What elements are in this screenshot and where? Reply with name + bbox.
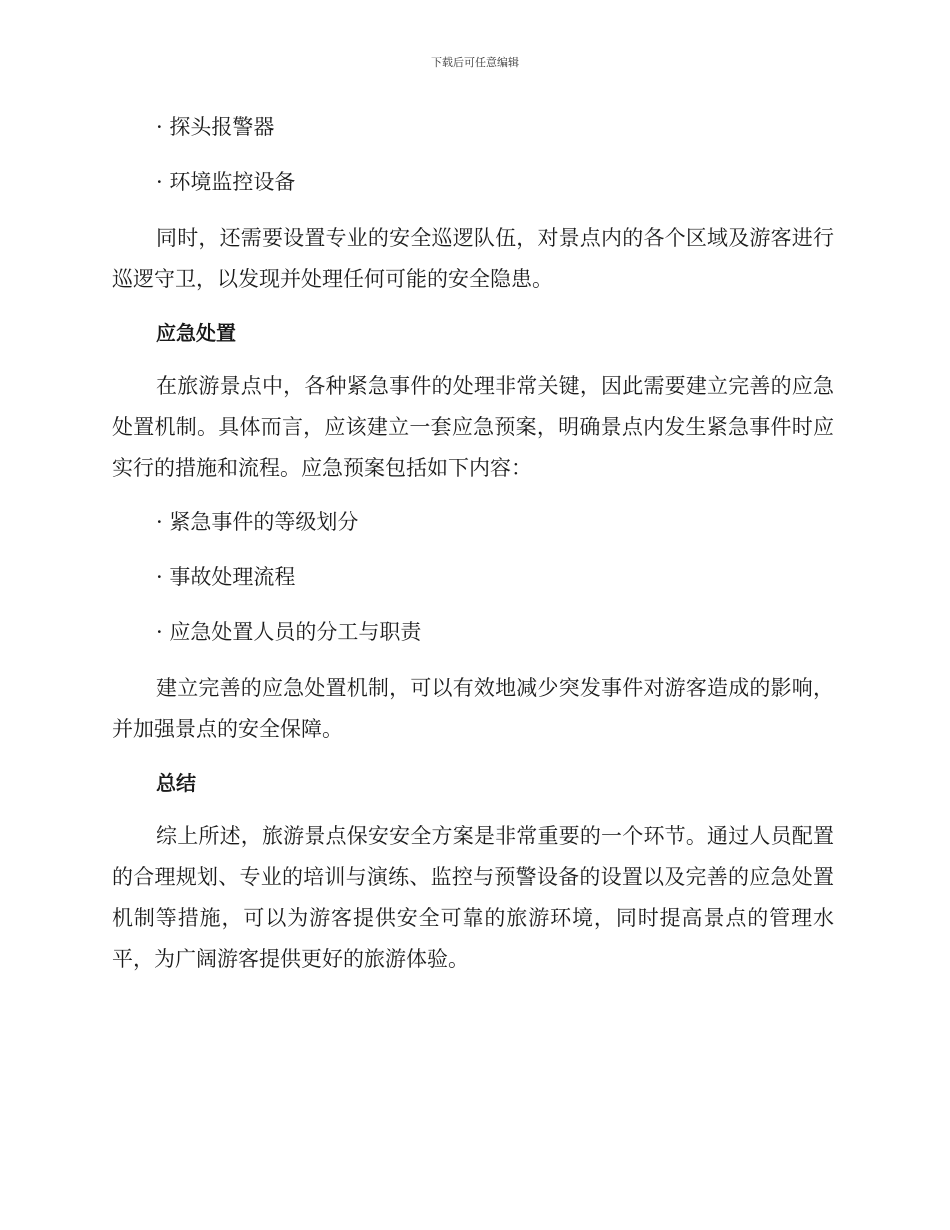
- document-body: [112, 108, 834, 994]
- paragraph-mechanism: 建立完善的应急处置机制，可以有效地减少突发事件对游客造成的影响，并加强景点的安全保障。: [112, 676, 834, 741]
- list-item-environment-monitor: · 环境监控设备: [156, 170, 296, 194]
- paragraph-patrol: 同时，还需要设置专业的安全巡逻队伍，对景点内的各个区域及游客进行巡逻守卫，以发现并处理任何可能的安全隐患。: [112, 226, 834, 291]
- paragraph-summary: 综上所述，旅游景点保安安全方案是非常重要的一个环节。通过人员配置的合理规划、专业的培训与演练、监控与预警设备的设置以及完善的应急处置机制等措施，可以为游客提供安全可靠的旅游环境，同时提高景点的管理水平，为广阔游客提供更好的旅游体验。: [112, 824, 834, 971]
- page-header: 下载后可任意编辑: [431, 56, 519, 69]
- paragraph-emergency: 在旅游景点中，各种紧急事件的处理非常关键，因此需要建立完善的应急处置机制。具体而言，应该建立一套应急预案，明确景点内发生紧急事件时应实行的措施和流程。应急预案包括如下内容：: [112, 374, 834, 480]
- section-heading-summary: 总结: [156, 771, 196, 795]
- list-item-probe-alarm: · 探头报警器: [156, 115, 275, 139]
- list-item-staff-duties: · 应急处置人员的分工与职责: [156, 620, 422, 644]
- list-item-accident-process: · 事故处理流程: [156, 565, 296, 589]
- section-heading-emergency: 应急处置: [156, 321, 236, 345]
- list-item-event-levels: · 紧急事件的等级划分: [156, 510, 359, 534]
